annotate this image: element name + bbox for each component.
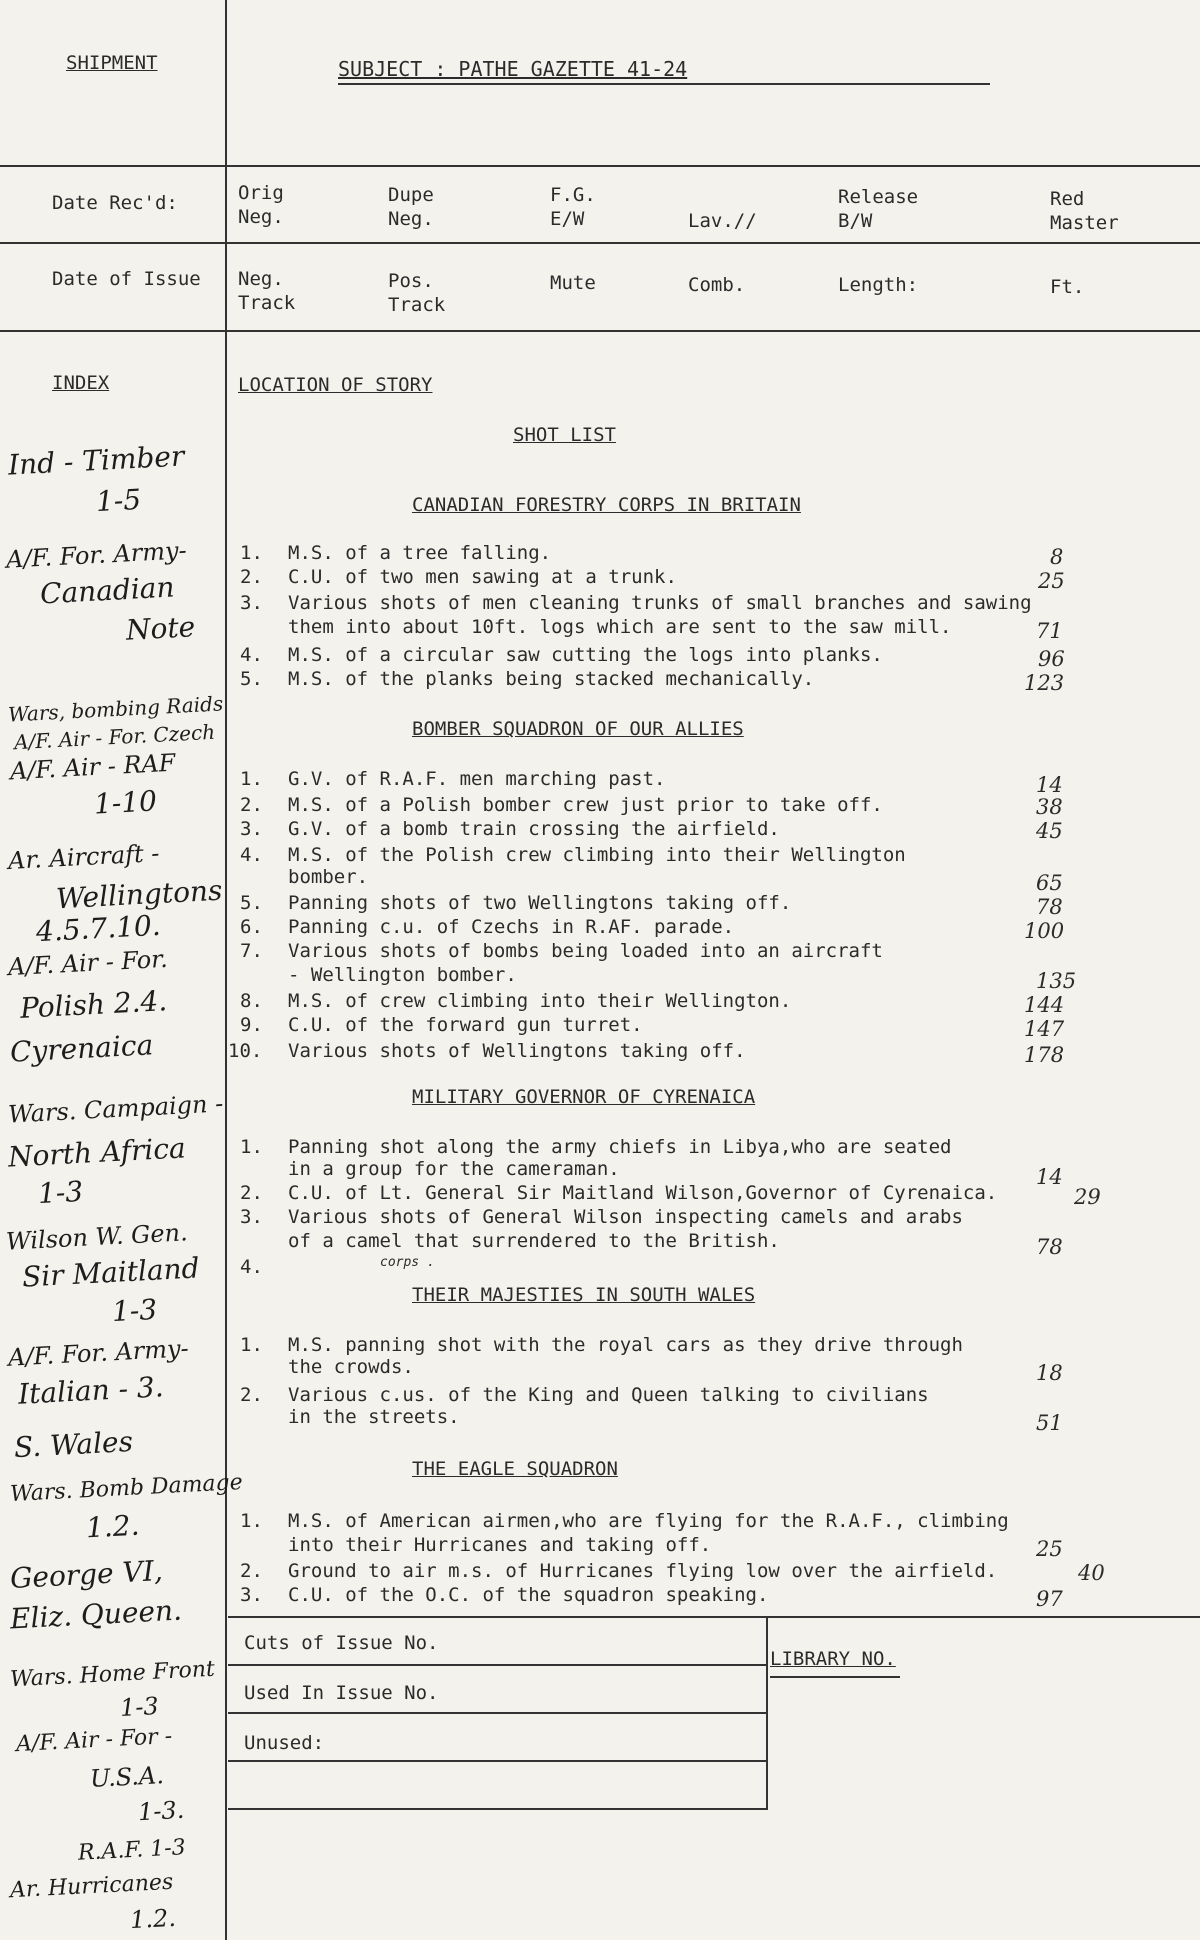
item-number: 9. [240,1014,263,1036]
section-title: CANADIAN FORESTRY CORPS IN BRITAIN [412,494,801,516]
item-footage: 144 [1024,993,1065,1017]
item-footage: 25 [1036,1537,1063,1561]
item-number: 2. [240,1560,263,1582]
item-footage: 65 [1036,871,1063,895]
library-number-label: LIBRARY NO. [770,1648,896,1670]
item-number: 5. [240,668,263,690]
subject-label: SUBJECT : PATHE GAZETTE 41-24 [338,57,688,81]
margin-note: Wilson W. Gen. [5,1218,189,1256]
item-text: M.S. of a Polish bomber crew just prior to take off. [288,794,883,816]
margin-note: U.S.A. [89,1761,165,1793]
margin-note: Wars. Campaign - [7,1089,224,1129]
margin-note: 1-3. [137,1795,185,1827]
item-number: 6. [240,916,263,938]
margin-note: 1-3 [37,1174,84,1211]
item-text: in the streets. [288,1406,460,1428]
red-master-label-2: Master [1050,212,1119,234]
shipment-label: SHIPMENT [66,52,158,74]
item-number: 2. [240,1384,263,1406]
margin-note: Eliz. Queen. [9,1593,183,1636]
item-number: 8. [240,990,263,1012]
item-footage: 147 [1024,1017,1065,1041]
item-number: 2. [240,1182,263,1204]
margin-note: Wars. Home Front [9,1656,216,1693]
fg-label-1: F.G. [550,184,596,206]
item-number: 1. [240,1510,263,1532]
margin-note: 1.2. [85,1508,141,1545]
item-text: in a group for the cameraman. [288,1158,620,1180]
ft-label: Ft. [1050,276,1085,298]
margin-note: 1-3 [119,1692,160,1722]
footer-rule-1 [228,1664,768,1666]
section-title: THEIR MAJESTIES IN SOUTH WALES [412,1284,756,1306]
item-text: C.U. of the O.C. of the squadron speaking. [288,1584,769,1606]
item-number: 5. [240,892,263,914]
item-footage: 78 [1036,1235,1063,1259]
library-rule [770,1676,900,1678]
fg-label-2: E/W [550,208,585,230]
item-text: Various c.us. of the King and Queen talking to civilians [288,1384,929,1406]
item-text: Various shots of Wellingtons taking off. [288,1040,746,1062]
location-label: LOCATION OF STORY [238,374,433,396]
item-footage: 29 [1074,1185,1101,1209]
item-text: G.V. of R.A.F. men marching past. [288,768,666,790]
lav-label: Lav.// [688,210,757,232]
dupe-neg-label-2: Neg. [388,208,434,230]
item-number: 4. [240,644,263,666]
item-text: into their Hurricanes and taking off. [288,1534,712,1556]
item-text: Panning shots of two Wellingtons taking off. [288,892,792,914]
margin-note: 1-5 [95,482,142,519]
comb-label: Comb. [688,274,746,296]
margin-note: Polish 2.4. [19,984,168,1025]
item-text: M.S. of the Polish crew climbing into their Wellington [288,844,906,866]
item-number: 7. [240,940,263,962]
item-text: M.S. panning shot with the royal cars as they drive through [288,1334,963,1356]
header-rule-bottom [0,330,1200,332]
margin-note: Wellingtons [55,873,224,916]
item-text: M.S. of a circular saw cutting the logs into planks. [288,644,883,666]
shot-list-title: SHOT LIST [513,424,616,446]
margin-note: A/F. For. Army- [7,1334,190,1372]
item-number: 3. [240,1206,263,1228]
margin-note: S. Wales [13,1424,134,1465]
margin-note: Canadian [39,570,176,611]
left-column-divider [225,0,227,1940]
item-number: 1. [240,1136,263,1158]
length-label: Length: [838,274,919,296]
item-text: - Wellington bomber. [288,964,517,986]
item-text: bomber. [288,866,369,888]
pos-track-label-2: Track [388,294,446,316]
header-rule-mid [0,242,1200,244]
item-text: Panning shot along the army chiefs in Libya,who are seated [288,1136,952,1158]
used-in-issue-label: Used In Issue No. [244,1682,439,1704]
margin-note: Sir Maitland [21,1251,201,1294]
item-text: C.U. of the forward gun turret. [288,1014,643,1036]
margin-note: Italian - 3. [17,1370,165,1411]
margin-note: Cyrenaica [9,1028,155,1069]
orig-neg-label-1: Orig [238,182,284,204]
item-text: them into about 10ft. logs which are sent to the saw mill. [288,616,952,638]
margin-note: Ar. Aircraft - [7,839,161,875]
header-rule-top [0,165,1200,167]
section-title: MILITARY GOVERNOR OF CYRENAICA [412,1086,756,1108]
item-footage: 18 [1036,1361,1063,1385]
release-label-2: B/W [838,210,873,232]
item-text: corps . [380,1255,435,1270]
margin-note: Wars. Bomb Damage [9,1469,244,1508]
margin-note: George VI, [9,1554,164,1595]
dupe-neg-label-1: Dupe [388,184,434,206]
footer-rule-4 [228,1808,768,1810]
margin-note: 1.2. [129,1903,177,1935]
item-text: M.S. of a tree falling. [288,542,552,564]
footer-rule-3 [228,1760,768,1762]
footer-rule-top [228,1616,1200,1618]
item-number: 4. [240,844,263,866]
item-text: Panning c.u. of Czechs in R.AF. parade. [288,916,735,938]
neg-track-label-1: Neg. [238,268,284,290]
section-title: THE EAGLE SQUADRON [412,1458,618,1480]
neg-track-label-2: Track [238,292,296,314]
item-footage: 8 [1050,545,1064,569]
margin-note: 1-3 [111,1292,158,1329]
section-title: BOMBER SQUADRON OF OUR ALLIES [412,718,744,740]
item-footage: 40 [1078,1561,1105,1585]
red-master-label-1: Red [1050,188,1085,210]
item-text: C.U. of Lt. General Sir Maitland Wilson,Governor of Cyrenaica. [288,1182,998,1204]
item-number: 2. [240,566,263,588]
margin-note: Wars, bombing Raids [7,691,224,727]
margin-note: Note [125,610,196,647]
item-footage: 14 [1036,1165,1063,1189]
item-footage: 51 [1036,1411,1063,1435]
margin-note: 1-10 [93,784,158,821]
margin-note: Ar. Hurricanes [9,1869,174,1904]
pos-track-label-1: Pos. [388,270,434,292]
item-text: M.S. of American airmen,who are flying for the R.A.F., climbing [288,1510,1009,1532]
item-number: 1. [240,768,263,790]
item-number: 2. [240,794,263,816]
item-text: Various shots of men cleaning trunks of small branches and sawing [288,592,1032,614]
item-footage: 25 [1038,569,1065,593]
item-number: 3. [240,1584,263,1606]
item-text: C.U. of two men sawing at a trunk. [288,566,677,588]
item-text: Various shots of bombs being loaded into an aircraft [288,940,883,962]
item-text: of a camel that surrendered to the British. [288,1230,780,1252]
footer-vertical-divider [766,1618,768,1810]
margin-note: A/F. For. Army- [5,536,188,574]
item-footage: 100 [1024,919,1065,943]
item-number: 3. [240,592,263,614]
item-footage: 97 [1036,1587,1063,1611]
margin-note: R.A.F. 1-3 [77,1835,187,1866]
item-text: M.S. of crew climbing into their Wellington. [288,990,792,1012]
item-number: 10. [228,1040,263,1062]
item-text: Various shots of General Wilson inspecting camels and arabs [288,1206,963,1228]
margin-note: North Africa [7,1131,187,1174]
item-text: G.V. of a bomb train crossing the airfield. [288,818,780,840]
item-number: 3. [240,818,263,840]
item-footage: 78 [1036,895,1063,919]
mute-label: Mute [550,272,596,294]
date-issue-label: Date of Issue [52,268,201,290]
item-text: Ground to air m.s. of Hurricanes flying low over the airfield. [288,1560,998,1582]
index-label: INDEX [52,372,110,394]
margin-note: A/F. Air - RAF [9,748,177,786]
item-footage: 135 [1036,969,1077,993]
orig-neg-label-2: Neg. [238,206,284,228]
date-received-label: Date Rec'd: [52,192,178,214]
item-footage: 96 [1038,647,1065,671]
margin-note: Ind - Timber [7,439,186,482]
margin-note: A/F. Air - For. [7,944,169,982]
margin-note: 4.5.7.10. [35,908,162,949]
item-number: 1. [240,1334,263,1356]
unused-label: Unused: [244,1732,325,1754]
subject-rule [338,83,990,85]
release-label-1: Release [838,186,919,208]
item-footage: 71 [1036,619,1063,643]
item-number: 1. [240,542,263,564]
footer-rule-2 [228,1712,768,1714]
cuts-of-issue-label: Cuts of Issue No. [244,1632,439,1654]
item-footage: 38 [1036,795,1063,819]
item-footage: 14 [1036,773,1063,797]
item-text: M.S. of the planks being stacked mechanically. [288,668,815,690]
item-footage: 123 [1024,671,1065,695]
margin-note: A/F. Air - For. Czech [13,719,216,755]
item-number: 4. [240,1256,263,1278]
item-footage: 45 [1036,819,1063,843]
margin-note: A/F. Air - For - [15,1723,173,1758]
item-footage: 178 [1024,1043,1065,1067]
item-text: the crowds. [288,1356,414,1378]
